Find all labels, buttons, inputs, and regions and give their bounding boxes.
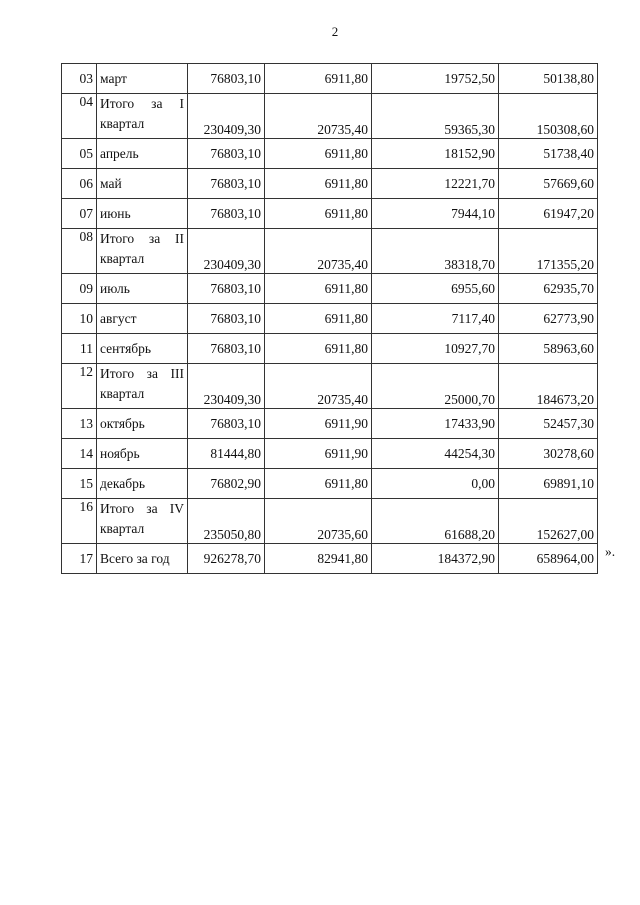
value-cell-2: 6911,80	[265, 274, 372, 304]
row-name: июнь	[97, 199, 188, 229]
table-row	[62, 439, 598, 469]
value-cell-4: 62773,90	[499, 304, 598, 334]
row-name-word: IV	[169, 501, 184, 516]
value-cell-4: 171355,20	[499, 229, 598, 274]
table-row	[62, 94, 598, 139]
row-number: 16	[62, 499, 97, 544]
table-row	[62, 544, 598, 574]
value-cell-3: 38318,70	[372, 229, 499, 274]
value-cell-4: 184673,20	[499, 364, 598, 409]
row-name: Всего за год	[97, 544, 188, 574]
row-name-word: Итого	[100, 96, 135, 111]
row-name-word: квартал	[100, 251, 145, 266]
value-cell-1: 76803,10	[188, 409, 265, 439]
value-cell-3: 19752,50	[372, 64, 499, 94]
row-name	[97, 499, 188, 544]
value-cell-4: 30278,60	[499, 439, 598, 469]
row-number: 17	[62, 544, 97, 574]
value-cell-2: 82941,80	[265, 544, 372, 574]
value-cell-2: 6911,90	[265, 409, 372, 439]
value-cell-3: 10927,70	[372, 334, 499, 364]
row-number: 14	[62, 439, 97, 469]
row-number: 10	[62, 304, 97, 334]
table-row	[62, 334, 598, 364]
value-cell-2: 6911,80	[265, 334, 372, 364]
table-row	[62, 364, 598, 409]
data-table	[61, 63, 598, 574]
value-cell-3: 18152,90	[372, 139, 499, 169]
row-number: 05	[62, 139, 97, 169]
table-row	[62, 229, 598, 274]
value-cell-1: 81444,80	[188, 439, 265, 469]
value-cell-3: 44254,30	[372, 439, 499, 469]
page-number: 2	[331, 24, 339, 39]
row-name	[97, 364, 188, 409]
value-cell-3: 184372,90	[372, 544, 499, 574]
value-cell-1: 76803,10	[188, 199, 265, 229]
row-name: июль	[97, 274, 188, 304]
table-row	[62, 499, 598, 544]
row-number: 04	[62, 94, 97, 139]
row-name-word: I	[179, 96, 184, 111]
row-name: октябрь	[97, 409, 188, 439]
row-number: 15	[62, 469, 97, 499]
table-row	[62, 469, 598, 499]
value-cell-3: 25000,70	[372, 364, 499, 409]
table-row	[62, 169, 598, 199]
row-name-word: Итого	[100, 366, 135, 381]
value-cell-4: 62935,70	[499, 274, 598, 304]
value-cell-1: 76803,10	[188, 64, 265, 94]
table-row	[62, 64, 598, 94]
value-cell-4: 58963,60	[499, 334, 598, 364]
value-cell-4: 61947,20	[499, 199, 598, 229]
value-cell-1: 235050,80	[188, 499, 265, 544]
row-name-word: квартал	[100, 116, 145, 131]
row-number: 08	[62, 229, 97, 274]
value-cell-1: 926278,70	[188, 544, 265, 574]
row-number: 12	[62, 364, 97, 409]
closing-quote-mark: ».	[605, 544, 616, 559]
row-name	[97, 229, 188, 274]
value-cell-4: 150308,60	[499, 94, 598, 139]
value-cell-1: 76803,10	[188, 139, 265, 169]
value-cell-4: 50138,80	[499, 64, 598, 94]
row-name: сентябрь	[97, 334, 188, 364]
value-cell-1: 230409,30	[188, 364, 265, 409]
value-cell-2: 20735,60	[265, 499, 372, 544]
row-name: март	[97, 64, 188, 94]
row-name: апрель	[97, 139, 188, 169]
value-cell-4: 69891,10	[499, 469, 598, 499]
row-name-word: Итого	[100, 231, 135, 246]
row-name-word: за	[148, 231, 161, 246]
row-name: декабрь	[97, 469, 188, 499]
value-cell-2: 20735,40	[265, 229, 372, 274]
value-cell-2: 6911,80	[265, 469, 372, 499]
row-name	[97, 94, 188, 139]
row-number: 07	[62, 199, 97, 229]
row-number: 13	[62, 409, 97, 439]
row-number: 11	[62, 334, 97, 364]
value-cell-3: 6955,60	[372, 274, 499, 304]
table-row	[62, 199, 598, 229]
value-cell-2: 6911,80	[265, 139, 372, 169]
value-cell-3: 7117,40	[372, 304, 499, 334]
value-cell-1: 76803,10	[188, 304, 265, 334]
row-name-word: квартал	[100, 386, 145, 401]
row-name-word: за	[146, 366, 158, 381]
row-name-word: квартал	[100, 521, 145, 536]
value-cell-4: 51738,40	[499, 139, 598, 169]
table-row	[62, 304, 598, 334]
value-cell-2: 6911,90	[265, 439, 372, 469]
value-cell-4: 57669,60	[499, 169, 598, 199]
value-cell-4: 658964,00	[499, 544, 598, 574]
table-row	[62, 409, 598, 439]
value-cell-3: 17433,90	[372, 409, 499, 439]
row-name: май	[97, 169, 188, 199]
value-cell-1: 230409,30	[188, 229, 265, 274]
row-name-word: II	[175, 231, 184, 246]
row-name-word: III	[170, 366, 184, 381]
value-cell-3: 59365,30	[372, 94, 499, 139]
row-name-word: Итого	[100, 501, 135, 516]
value-cell-3: 7944,10	[372, 199, 499, 229]
value-cell-3: 61688,20	[372, 499, 499, 544]
value-cell-1: 76802,90	[188, 469, 265, 499]
value-cell-3: 0,00	[372, 469, 499, 499]
row-name-word: за	[151, 96, 163, 111]
row-number: 09	[62, 274, 97, 304]
row-name: ноябрь	[97, 439, 188, 469]
value-cell-1: 76803,10	[188, 169, 265, 199]
value-cell-3: 12221,70	[372, 169, 499, 199]
row-name-word: за	[146, 501, 158, 516]
value-cell-4: 152627,00	[499, 499, 598, 544]
value-cell-1: 76803,10	[188, 274, 265, 304]
table-row	[62, 139, 598, 169]
value-cell-1: 76803,10	[188, 334, 265, 364]
value-cell-1: 230409,30	[188, 94, 265, 139]
value-cell-4: 52457,30	[499, 409, 598, 439]
value-cell-2: 20735,40	[265, 364, 372, 409]
table-row	[62, 274, 598, 304]
value-cell-2: 6911,80	[265, 64, 372, 94]
row-name: август	[97, 304, 188, 334]
value-cell-2: 6911,80	[265, 304, 372, 334]
row-number: 03	[62, 64, 97, 94]
value-cell-2: 6911,80	[265, 169, 372, 199]
value-cell-2: 6911,80	[265, 199, 372, 229]
value-cell-2: 20735,40	[265, 94, 372, 139]
row-number: 06	[62, 169, 97, 199]
